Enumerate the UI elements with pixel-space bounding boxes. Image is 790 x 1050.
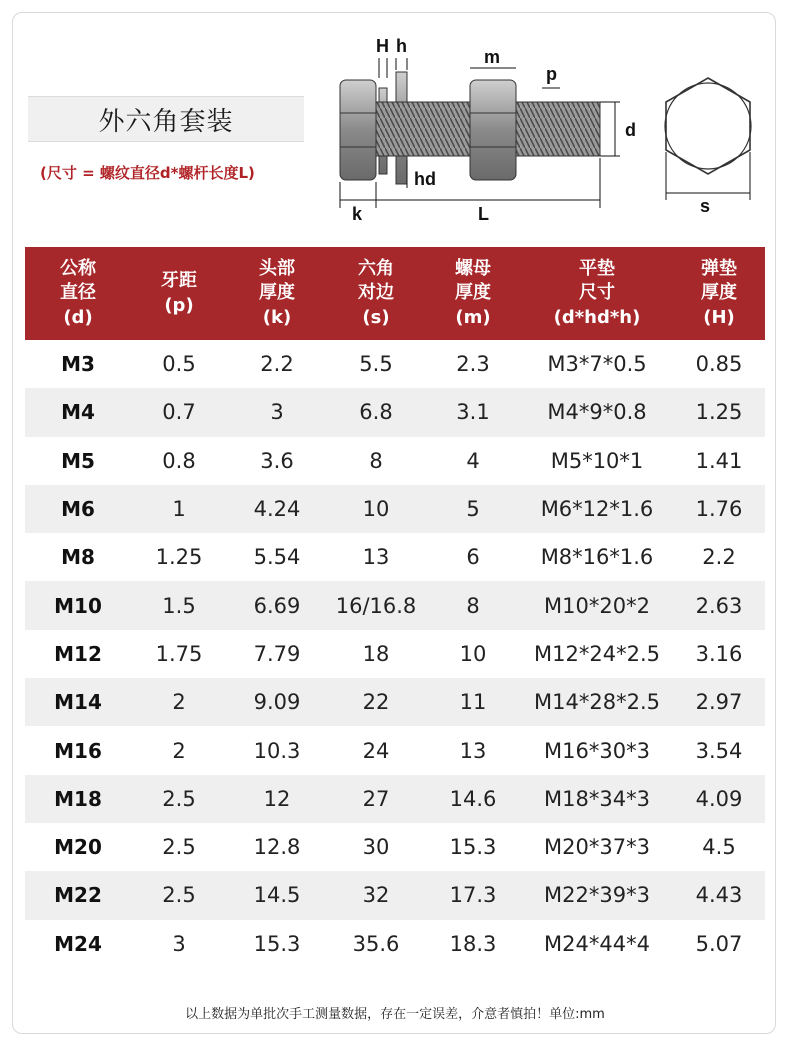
header-pitch: 牙距 (p) [161, 270, 197, 316]
table-cell: 1.25 [695, 400, 743, 425]
table-cell: M14 [54, 690, 102, 715]
table-row [25, 775, 765, 823]
table-cell: 27 [362, 786, 390, 811]
table-cell: 2.5 [162, 786, 196, 811]
table-cell: M22 [54, 883, 102, 908]
table-cell: 8 [369, 448, 383, 473]
table-cell: M4*9*0.8 [547, 400, 647, 425]
table-row [25, 823, 765, 871]
table-header [25, 247, 765, 340]
table-cell: M18 [54, 786, 102, 811]
table-cell: 1.41 [695, 448, 743, 473]
table-cell: 35.6 [352, 931, 400, 956]
footer-note: 以上数据为单批次手工测量数据，存在一定误差，介意者慎拍！单位:mm [185, 1007, 605, 1022]
table-cell: M8*16*1.6 [540, 545, 654, 570]
table-cell: 2.97 [695, 690, 743, 715]
table-cell: 1.25 [155, 545, 203, 570]
table-cell: 18 [362, 641, 390, 666]
table-cell: M5*10*1 [550, 448, 644, 473]
table-cell: 2.3 [456, 352, 490, 377]
table-cell: M20*37*3 [544, 835, 650, 860]
table-cell: M5 [61, 448, 95, 473]
table-cell: 5 [466, 497, 480, 522]
spec-table [25, 247, 765, 968]
table-cell: M16*30*3 [544, 738, 650, 763]
table-cell: 3.6 [260, 448, 294, 473]
table-cell: 0.85 [695, 352, 743, 377]
table-cell: M4 [61, 400, 95, 425]
table-cell: 3 [270, 400, 284, 425]
table-cell: 2.5 [162, 883, 196, 908]
table-cell: 18.3 [449, 931, 497, 956]
table-body [25, 340, 765, 968]
table-cell: 0.5 [162, 352, 196, 377]
table-cell: M20 [54, 835, 102, 860]
page-title: 外六角套装 [98, 106, 234, 137]
table-cell: 3.54 [695, 738, 743, 763]
table-cell: 8 [466, 593, 480, 618]
label-k: k [352, 204, 363, 224]
table-cell: 0.8 [162, 448, 196, 473]
table-cell: 4 [466, 448, 480, 473]
table-cell: M12*24*2.5 [534, 641, 660, 666]
table-row [25, 437, 765, 485]
table-cell: 5.54 [253, 545, 301, 570]
table-cell: 2 [172, 690, 186, 715]
table-cell: 5.5 [359, 352, 393, 377]
table-cell: 15.3 [449, 835, 497, 860]
label-m: m [484, 47, 501, 67]
table-cell: M22*39*3 [544, 883, 650, 908]
header-diameter: 公称 直径 (d) [60, 258, 96, 328]
table-cell: 7.79 [253, 641, 301, 666]
table-cell: 22 [362, 690, 390, 715]
table-cell: 13 [459, 738, 487, 763]
table-cell: M24 [54, 931, 102, 956]
table-cell: 12.8 [253, 835, 301, 860]
header-nut-thickness: 螺母 厚度 (m) [455, 258, 491, 328]
table-row [25, 726, 765, 774]
table-cell: M3 [61, 352, 95, 377]
table-cell: M12 [54, 641, 102, 666]
bolt-diagram [320, 28, 776, 228]
table-cell: 1.75 [155, 641, 203, 666]
table-row [25, 533, 765, 581]
label-p: p [546, 64, 557, 84]
table-cell: M3*7*0.5 [547, 352, 647, 377]
table-cell: 1.5 [162, 593, 196, 618]
table-row [25, 340, 765, 388]
table-cell: 30 [362, 835, 390, 860]
table-cell: 24 [362, 738, 390, 763]
table-cell: M10 [54, 593, 102, 618]
table-cell: 2.63 [695, 593, 743, 618]
title-box [28, 96, 304, 142]
table-cell: 0.7 [162, 400, 196, 425]
table-cell: 17.3 [449, 883, 497, 908]
table-cell: 11 [459, 690, 487, 715]
table-cell: M8 [61, 545, 95, 570]
table-cell: M6 [61, 497, 95, 522]
label-h: h [396, 36, 407, 56]
table-cell: 4.09 [695, 786, 743, 811]
table-cell: 2.2 [260, 352, 294, 377]
table-cell: 14.5 [253, 883, 301, 908]
table-cell: 3.16 [695, 641, 743, 666]
table-cell: M14*28*2.5 [534, 690, 660, 715]
table-cell: 10 [362, 497, 390, 522]
header-spring-washer: 弹垫 厚度 (H) [701, 258, 737, 328]
table-row [25, 485, 765, 533]
label-d: d [625, 120, 636, 140]
table-row [25, 871, 765, 919]
table-cell: 4.43 [695, 883, 743, 908]
table-cell: 1.76 [695, 497, 743, 522]
label-s: s [700, 196, 711, 216]
table-row [25, 630, 765, 678]
table-row [25, 920, 765, 968]
table-cell: 6 [466, 545, 480, 570]
table-row [25, 388, 765, 436]
label-hd: hd [414, 169, 436, 189]
size-note: (尺寸 = 螺纹直径d*螺杆长度L) [40, 164, 255, 182]
table-cell: 5.07 [695, 931, 743, 956]
hex-end-view [665, 78, 751, 200]
table-cell: 9.09 [253, 690, 301, 715]
table-row [25, 581, 765, 629]
table-cell: 10.3 [253, 738, 301, 763]
table-cell: 6.69 [253, 593, 301, 618]
table-cell: 3 [172, 931, 186, 956]
header-hex-width: 六角 对边 (s) [358, 258, 394, 328]
table-cell: 2.2 [702, 545, 736, 570]
table-cell: 1 [172, 497, 186, 522]
table-cell: 3.1 [456, 400, 490, 425]
hex-nut [470, 80, 516, 180]
table-cell: 10 [459, 641, 487, 666]
header-head-thickness: 头部 厚度 (k) [259, 258, 295, 328]
table-cell: 14.6 [449, 786, 497, 811]
table-row [25, 678, 765, 726]
table-cell: M18*34*3 [544, 786, 650, 811]
table-cell: 4.5 [702, 835, 736, 860]
table-cell: 16/16.8 [335, 593, 417, 618]
table-cell: 2.5 [162, 835, 196, 860]
bolt-head [340, 80, 376, 180]
table-cell: 15.3 [253, 931, 301, 956]
table-cell: M6*12*1.6 [540, 497, 654, 522]
table-cell: 12 [263, 786, 291, 811]
header-flat-washer: 平垫 尺寸 (d*hd*h) [553, 258, 641, 328]
table-cell: 32 [362, 883, 390, 908]
label-L: L [478, 204, 489, 224]
table-cell: 6.8 [359, 400, 393, 425]
table-cell: M10*20*2 [544, 593, 650, 618]
table-cell: M16 [54, 738, 102, 763]
table-cell: 2 [172, 738, 186, 763]
table-cell: 4.24 [253, 497, 301, 522]
table-cell: M24*44*4 [544, 931, 650, 956]
table-cell: 13 [362, 545, 390, 570]
label-H: H [376, 36, 389, 56]
